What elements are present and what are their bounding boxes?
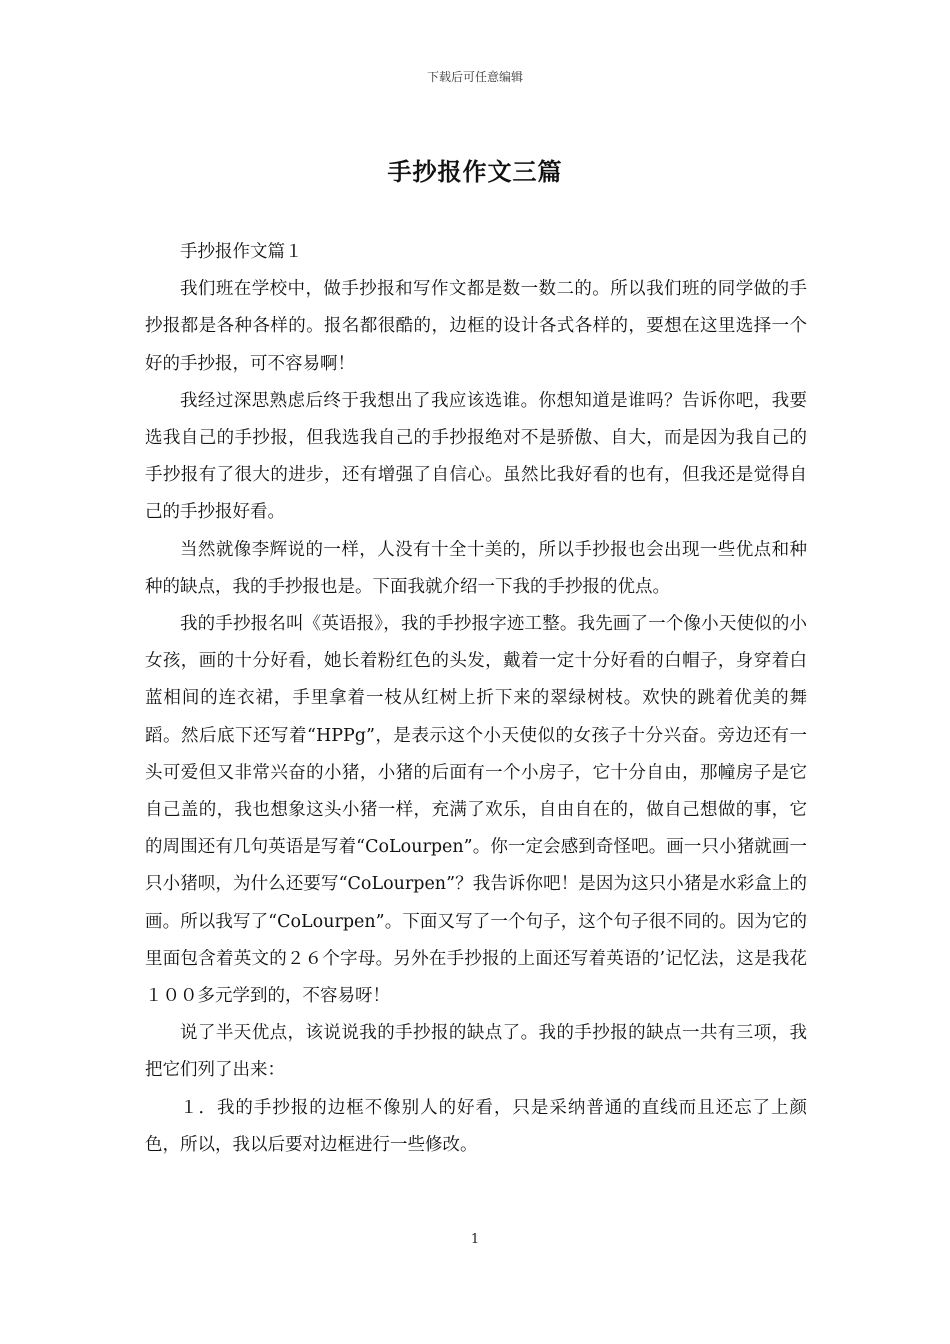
header-note: 下载后可任意编辑 [426, 70, 523, 84]
list-item: １．我的手抄报的边框不像别人的好看，只是采纳普通的直线而且还忘了上颜色，所以，我以后要对边框进行一些修改。 [145, 1097, 807, 1155]
document-body [145, 234, 807, 1164]
paragraph: 当然就像李辉说的一样，人没有十全十美的，所以手抄报也会出现一些优点和种种的缺点，我的手抄报也是。下面我就介绍一下我的手抄报的优点。 [145, 539, 807, 597]
paragraph: 说了半天优点，该说说我的手抄报的缺点了。我的手抄报的缺点一共有三项，我把它们列了出来： [145, 1023, 807, 1081]
paragraph: 我们班在学校中，做手抄报和写作文都是数一数二的。所以我们班的同学做的手抄报都是各种各样的。报名都很酷的，边框的设计各式各样的，要想在这里选择一个好的手抄报，可不容易啊！ [145, 279, 807, 374]
page-number: 1 [470, 1232, 480, 1247]
document-title: 手抄报作文三篇 [387, 157, 563, 186]
paragraph: 我的手抄报名叫《英语报》，我的手抄报字迹工整。我先画了一个像小天使似的小女孩，画的十分好看，她长着粉红色的头发，戴着一定十分好看的白帽子，身穿着白蓝相间的连衣裙，手里拿着一枝从红树上折下来的翠绿树枝。欢快的跳着优美的舞蹈。然后底下还写着“HPPg”，是表示这个小天使似的女孩子十分兴奋。旁边还有一头可爱但又非常兴奋的小猪，小猪的后面有一个小房子，它十分自由，那幢房子是它自己盖的，我也想象这头小猪一样，充满了欢乐，自由自在的，做自己想做的事，它的周围还有几句英语是写着“CoLourpen”。你一定会感到奇怪吧。画一只小猪就画一只小猪呗，为什么还要写“CoLourpen”？我告诉你吧！是因为这只小猪是水彩盒上的画。所以我写了“CoLourpen”。下面又写了一个句子，这个句子很不同的。因为它的里面包含着英文的２６个字母。另外在手抄报的上面还写着英语的’记忆法，这是我花１００多元学到的，不容易呀！ [145, 614, 807, 1007]
section-heading: 手抄报作文篇１ [180, 242, 303, 262]
paragraph: 我经过深思熟虑后终于我想出了我应该选谁。你想知道是谁吗？告诉你吧，我要选我自己的手抄报，但我选我自己的手抄报绝对不是骄傲、自大，而是因为我自己的手抄报有了很大的进步，还有增强了自信心。虽然比我好看的也有，但我还是觉得自己的手抄报好看。 [145, 390, 807, 523]
